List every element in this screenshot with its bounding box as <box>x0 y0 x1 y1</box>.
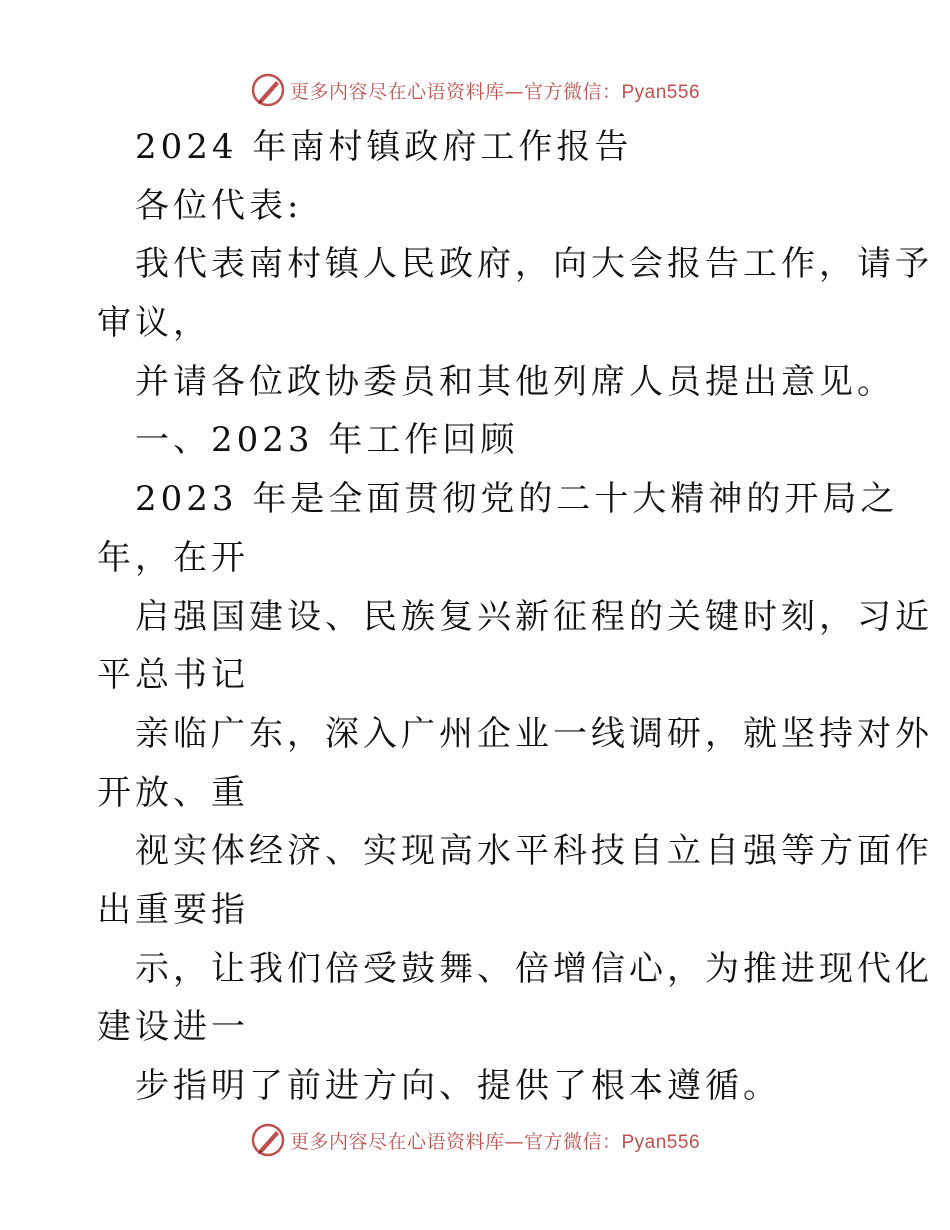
footer-watermark <box>0 1120 950 1160</box>
body-text-line: 启强国建设、民族复兴新征程的关键时刻，习近 <box>135 596 933 637</box>
body-text-line: 各位代表: <box>135 185 303 226</box>
watermark-contact-id: Pyan556 <box>621 81 701 103</box>
watermark-text: 更多内容尽在心语资料库 <box>289 1130 505 1153</box>
body-text-line: 我代表南村镇人民政府，向大会报告工作，请予 <box>135 244 933 285</box>
body-text-line: 审议， <box>97 303 211 344</box>
pen-logo-icon <box>250 72 286 108</box>
pen-logo-icon <box>250 1122 286 1158</box>
body-text-line: 2023 年是全面贯彻党的二十大精神的开局之 <box>135 479 899 520</box>
body-text-line: 步指明了前进方向、提供了根本遵循。 <box>135 1066 781 1106</box>
body-text-line: 示，让我们倍受鼓舞、倍增信心，为推进现代化 <box>135 948 933 989</box>
body-text-line: 年，在开 <box>97 537 249 578</box>
watermark-separator: — <box>504 1130 524 1153</box>
watermark-separator: — <box>504 80 524 103</box>
watermark-contact-label: 官方微信： <box>523 80 622 103</box>
body-text-line: 并请各位政协委员和其他列席人员提出意见。 <box>135 361 895 402</box>
document-title: 2024 年南村镇政府工作报告 <box>135 127 633 167</box>
body-text-line: 出重要指 <box>97 889 249 930</box>
body-text-line: 平总书记 <box>97 655 249 696</box>
body-text-line: 建设进一 <box>97 1007 249 1048</box>
watermark-contact-label: 官方微信： <box>523 1130 622 1153</box>
watermark-contact-id: Pyan556 <box>621 1131 701 1153</box>
header-watermark <box>0 70 950 110</box>
body-text-line: 亲临广东，深入广州企业一线调研，就坚持对外 <box>135 713 933 754</box>
body-text-line: 视实体经济、实现高水平科技自立自强等方面作 <box>135 831 933 872</box>
body-text-line: 开放、重 <box>97 772 249 813</box>
document-body <box>97 118 933 1116</box>
body-text-line: 一、2023 年工作回顾 <box>135 420 519 461</box>
watermark-text: 更多内容尽在心语资料库 <box>289 80 505 103</box>
